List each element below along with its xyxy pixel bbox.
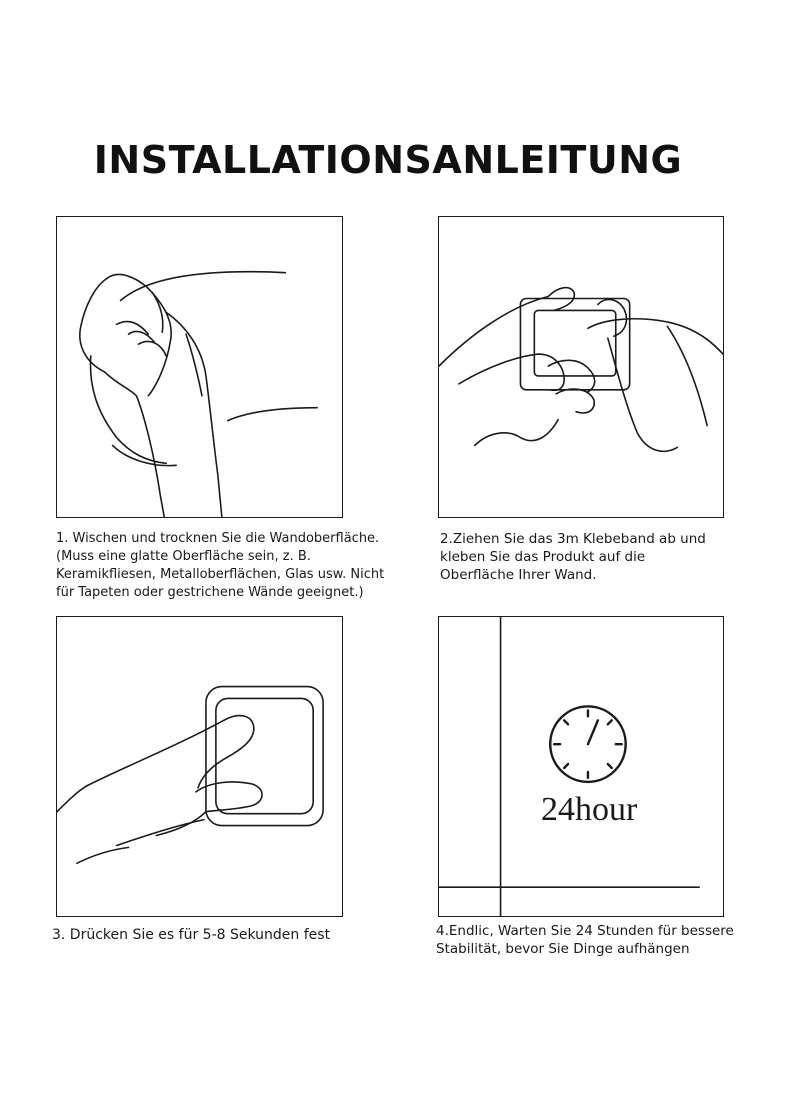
pressing-finger-icon — [57, 687, 323, 864]
step-3-caption: 3. Drücken Sie es für 5-8 Sekunden fest — [52, 927, 331, 943]
step-4-caption: 4.Endlic, Warten Sie 24 Stunden für bessere Stabilität, bevor Sie Dinge aufhängen — [436, 923, 734, 957]
step-4-illustration — [438, 616, 724, 917]
step-1-illustration — [56, 216, 343, 518]
clock-label: 24hour — [541, 791, 638, 828]
clock-icon — [550, 706, 625, 781]
step-2-caption: 2.Ziehen Sie das 3m Klebeband ab und kleben Sie das Produkt auf die Oberfläche Ihrer Wand. — [440, 531, 706, 583]
page-title: INSTALLATIONSANLEITUNG — [93, 138, 683, 182]
wiping-hand-icon — [80, 272, 317, 517]
step-3-illustration — [56, 616, 343, 917]
step-2-illustration — [438, 216, 724, 518]
step-1-caption: 1. Wischen und trocknen Sie die Wandoberfläche. (Muss eine glatte Oberfläche sein, z. B. Keramikfliesen, Metalloberflächen, Glas usw. Nicht für Tapeten oder gestrichene Wände geeignet.) — [56, 531, 385, 600]
peeling-tape-icon — [439, 288, 723, 452]
